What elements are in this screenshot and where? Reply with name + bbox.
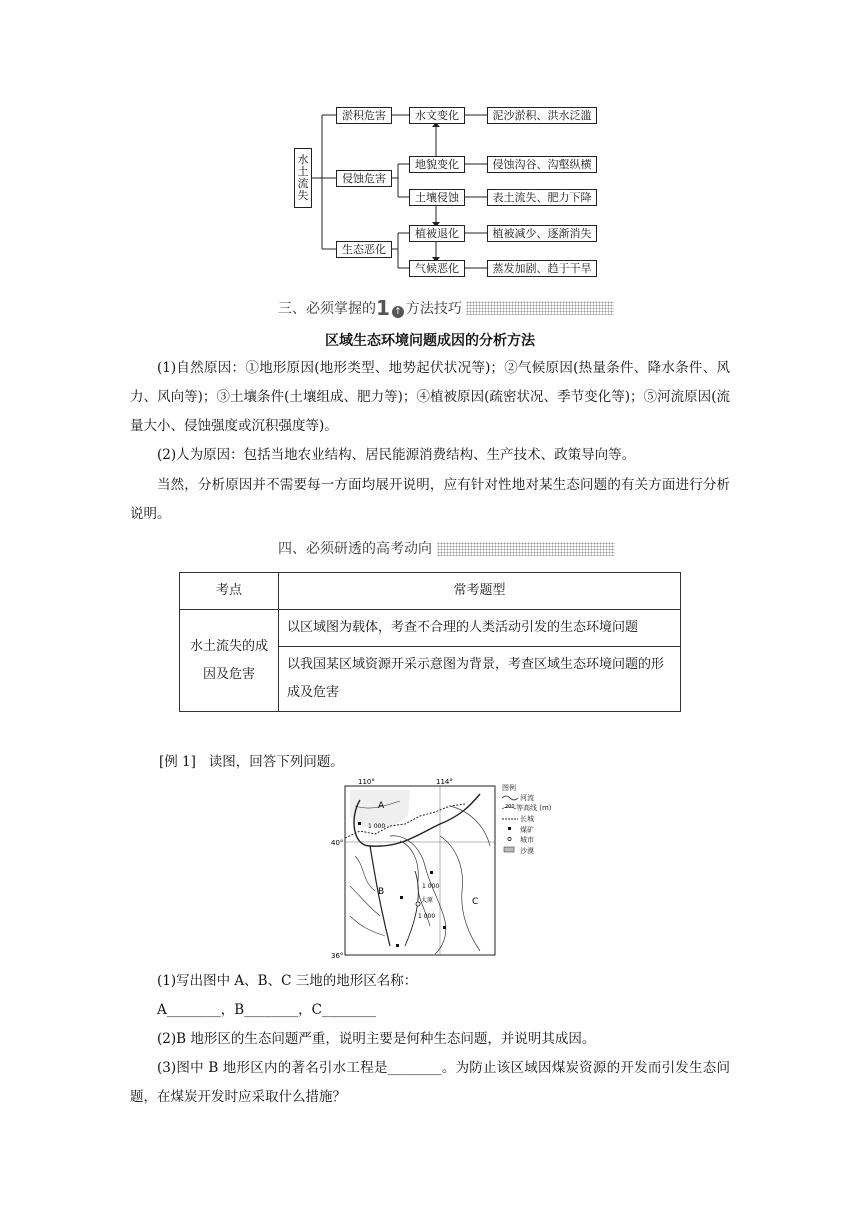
flow-node-soil-erosion: 土壤侵蚀: [409, 189, 465, 206]
city-icon: [416, 902, 420, 906]
legend-river: 河流: [520, 794, 534, 802]
section3-human-causes: (2)人为原因：包括当地农业结构、居民能源消费结构、生产技术、政策导向等。: [157, 447, 636, 463]
region-label-b: B: [378, 887, 385, 897]
desert-icon: [504, 847, 514, 852]
flow-node-landform: 地貌变化: [409, 156, 465, 173]
example-tag: [例 1]: [159, 754, 196, 770]
table-header-types: 常考题型: [279, 573, 681, 610]
flowchart-connectors: [0, 0, 860, 290]
coal-mine-icon: [430, 871, 433, 874]
map-legend: [502, 783, 552, 855]
section3-number: 1: [376, 296, 390, 320]
legend-desert: 沙漠: [520, 847, 534, 855]
question-1: [130, 967, 730, 1025]
example-intro: [159, 750, 344, 770]
legend-title: 图例: [502, 784, 516, 792]
flow-result-1: 泥沙淤积、洪水泛滥: [487, 107, 597, 124]
lat-label-40: 40°: [331, 839, 344, 847]
flow-result-5: 蒸发加剧、趋于干旱: [487, 260, 597, 277]
city-label: 太原: [421, 897, 434, 904]
flow-node-deposit-harm: 淤积危害: [336, 107, 392, 124]
lat-label-36: 36°: [331, 952, 344, 960]
coal-mine-legend-icon: [508, 827, 511, 830]
question-1-text: (1)写出图中 A、B、C 三地的地形区名称：: [157, 973, 418, 989]
flow-node-hydrology: 水文变化: [409, 107, 465, 124]
up-arrow-icon: ↑: [392, 306, 404, 318]
section3-suffix: 方法技巧: [405, 301, 462, 317]
region-map: [330, 776, 552, 961]
flow-node-eco-deterioration: 生态恶化: [336, 241, 392, 258]
lon-label-110: 110°: [358, 778, 375, 786]
section3-subtitle: 区域生态环境问题成因的分析方法: [325, 333, 535, 349]
legend-contour-value: 200: [505, 804, 515, 810]
section3-heading: [278, 296, 462, 320]
legend-great-wall: 长城: [520, 815, 534, 823]
question-2: (2)B 地形区的生态问题严重，说明主要是何种生态问题，并说明其成因。: [157, 1031, 596, 1047]
coal-mine-icon: [358, 822, 361, 825]
exam-trend-table: [179, 572, 681, 712]
flow-result-4: 植被减少、逐渐消失: [487, 225, 597, 242]
section3-natural-causes: (1)自然原因：①地形原因(地形类型、地势起伏状况等)；②气候原因(热量条件、降水条件、风力、风向等)；③土壤条件(土壤组成、肥力等)；④植被原因(疏密状况、季节变化等)；⑤河流原因(流量大小、侵蚀强度或沉积强度等)。: [130, 360, 730, 434]
region-label-a: A: [378, 801, 385, 811]
table-cell-topic: 水土流失的成因及危害: [180, 610, 279, 712]
table-cell-type-1: 以区域图为载体，考查不合理的人类活动引发的生态环境问题: [279, 610, 681, 647]
flow-root: 水土流失: [294, 148, 312, 208]
coal-mine-icon: [400, 896, 403, 899]
section3-dot-rule: [466, 301, 614, 315]
flow-node-vegetation: 植被退化: [409, 225, 465, 242]
flow-node-climate: 气候恶化: [409, 260, 465, 277]
section3-prefix: 三、必须掌握的: [278, 301, 376, 317]
flow-result-3: 表土流失、肥力下降: [487, 189, 597, 206]
section4-dot-rule: [437, 542, 615, 556]
table-header-row: [180, 573, 681, 610]
table-header-topic: 考点: [180, 573, 279, 610]
flow-result-2: 侵蚀沟谷、沟壑纵横: [487, 156, 597, 173]
region-label-c: C: [472, 897, 479, 907]
question-1-blanks: A________，B________，C________: [157, 1002, 376, 1018]
question-3: (3)图中 B 地形区内的著名引水工程是________。为防止该区域因煤炭资源的开发而引发生态问题，在煤炭开发时应采取什么措施？: [130, 1060, 730, 1105]
coal-mine-icon: [396, 944, 399, 947]
legend-city: 城市: [520, 836, 534, 844]
contour-label: 1 000: [422, 883, 440, 890]
legend-contour: 等高线 (m): [516, 804, 552, 812]
example-prompt: 读图，回答下列问题。: [208, 754, 344, 770]
section4-heading: 四、必须研透的高考动向: [278, 541, 432, 557]
table-row: [180, 610, 681, 647]
section3-note: 当然，分析原因并不需要每一方面均展开说明，应有针对性地对某生态问题的有关方面进行分析说明。: [130, 477, 730, 522]
table-cell-type-2: 以我国某区域资源开采示意图为背景，考查区域生态环境问题的形成及危害: [279, 647, 681, 712]
contour-label: 1 000: [418, 913, 436, 920]
contour-label: 1 000: [368, 823, 386, 830]
legend-coal-mine: 煤矿: [520, 826, 534, 834]
lon-label-114: 114°: [436, 778, 453, 786]
river-icon: [502, 796, 518, 800]
city-legend-icon: [508, 837, 511, 840]
flow-node-erosion-harm: 侵蚀危害: [336, 170, 392, 187]
coal-mine-icon: [443, 926, 446, 929]
